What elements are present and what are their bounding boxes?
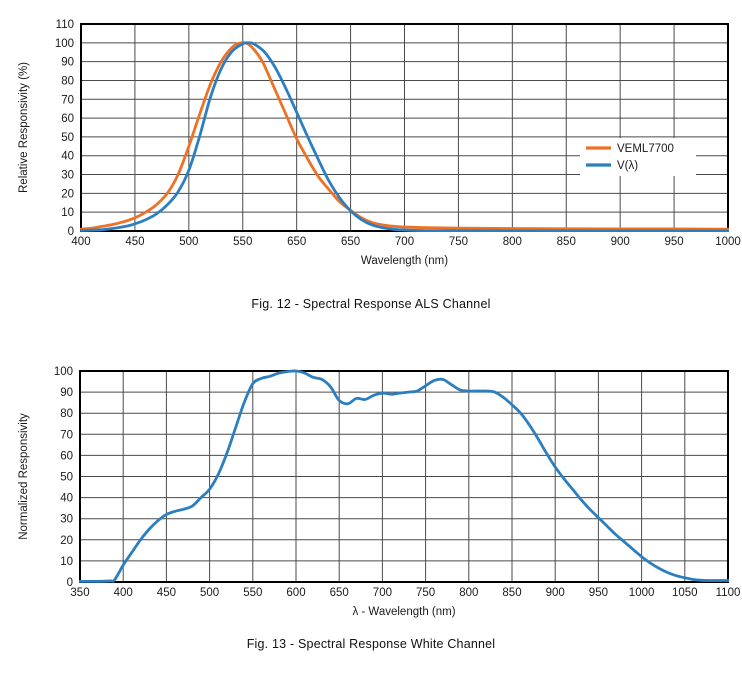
x-tick-label: 400 (71, 236, 91, 248)
gridlines (81, 24, 728, 231)
y-axis-title: Normalized Responsivity (18, 413, 30, 540)
x-tick-label: 950 (588, 587, 608, 599)
fig13-caption: Fig. 13 - Spectral Response White Channel (246, 637, 496, 651)
x-tick-label: 550 (233, 236, 253, 248)
x-tick-label: 900 (545, 587, 565, 599)
x-tick-labels (70, 587, 740, 599)
y-tick-label: 60 (60, 450, 73, 463)
x-tick-label: 700 (394, 236, 415, 248)
y-tick-label: 50 (60, 471, 73, 484)
y-tick-label: 40 (60, 492, 73, 505)
y-tick-label: 60 (61, 113, 74, 126)
x-tick-label: 350 (70, 587, 90, 599)
x-tick-label: 500 (179, 236, 199, 248)
legend-label: VEML7700 (617, 143, 674, 155)
y-tick-label: 70 (60, 429, 73, 442)
x-tick-label: 1050 (672, 587, 698, 599)
y-tick-label: 10 (60, 555, 73, 568)
y-tick-label: 0 (67, 226, 74, 238)
x-axis-title: λ - Wavelength (nm) (352, 606, 456, 618)
y-tick-label: 80 (60, 408, 73, 421)
x-tick-label: 700 (372, 587, 392, 599)
fig12-block (0, 0, 742, 311)
fig12-caption: Fig. 12 - Spectral Response ALS Channel (251, 297, 491, 311)
x-tick-label: 750 (416, 587, 436, 599)
y-tick-label: 70 (61, 94, 74, 107)
x-tick-label: 450 (156, 587, 176, 599)
fig13-block (0, 357, 742, 651)
y-tick-label: 110 (55, 19, 74, 31)
x-axis-title: Wavelength (nm) (360, 255, 449, 267)
y-tick-label: 100 (53, 366, 73, 378)
y-tick-label: 90 (60, 387, 73, 400)
x-tick-label: 900 (610, 236, 630, 248)
x-tick-label: 600 (286, 587, 306, 599)
x-tick-label: 850 (502, 587, 522, 599)
x-tick-label: 400 (113, 587, 133, 599)
x-tick-label: 650 (340, 236, 361, 248)
y-tick-label: 80 (61, 75, 74, 88)
y-tick-label: 20 (61, 188, 74, 201)
y-tick-label: 40 (61, 150, 74, 163)
x-tick-label: 650 (329, 587, 349, 599)
y-tick-label: 90 (61, 56, 74, 69)
x-tick-label: 1000 (628, 587, 655, 599)
y-tick-label: 10 (61, 207, 74, 220)
y-tick-label: 50 (61, 131, 74, 144)
x-tick-label: 650 (287, 236, 307, 248)
legend (580, 138, 696, 176)
y-tick-label: 30 (61, 169, 74, 182)
x-tick-label: 550 (243, 587, 263, 599)
y-tick-labels (55, 19, 74, 238)
white-spectral-chart (0, 357, 742, 621)
x-tick-label: 1100 (715, 587, 741, 599)
x-tick-label: 750 (448, 236, 469, 248)
x-tick-labels (71, 236, 740, 248)
x-tick-label: 950 (664, 236, 684, 248)
x-tick-label: 1000 (715, 236, 741, 248)
y-axis-title: Relative Responsivity (%) (18, 61, 30, 194)
x-tick-label: 850 (556, 236, 576, 248)
x-tick-label: 450 (125, 236, 145, 248)
y-tick-label: 0 (66, 577, 73, 589)
als-spectral-chart (0, 0, 742, 285)
y-tick-label: 20 (60, 534, 73, 547)
y-tick-labels (54, 366, 73, 589)
legend-label: V(λ) (617, 160, 639, 172)
x-tick-label: 800 (459, 587, 479, 599)
gridlines (80, 371, 728, 582)
x-tick-label: 800 (502, 236, 522, 248)
y-tick-label: 30 (60, 513, 73, 526)
x-tick-label: 500 (200, 587, 220, 599)
y-tick-label: 100 (54, 37, 74, 50)
